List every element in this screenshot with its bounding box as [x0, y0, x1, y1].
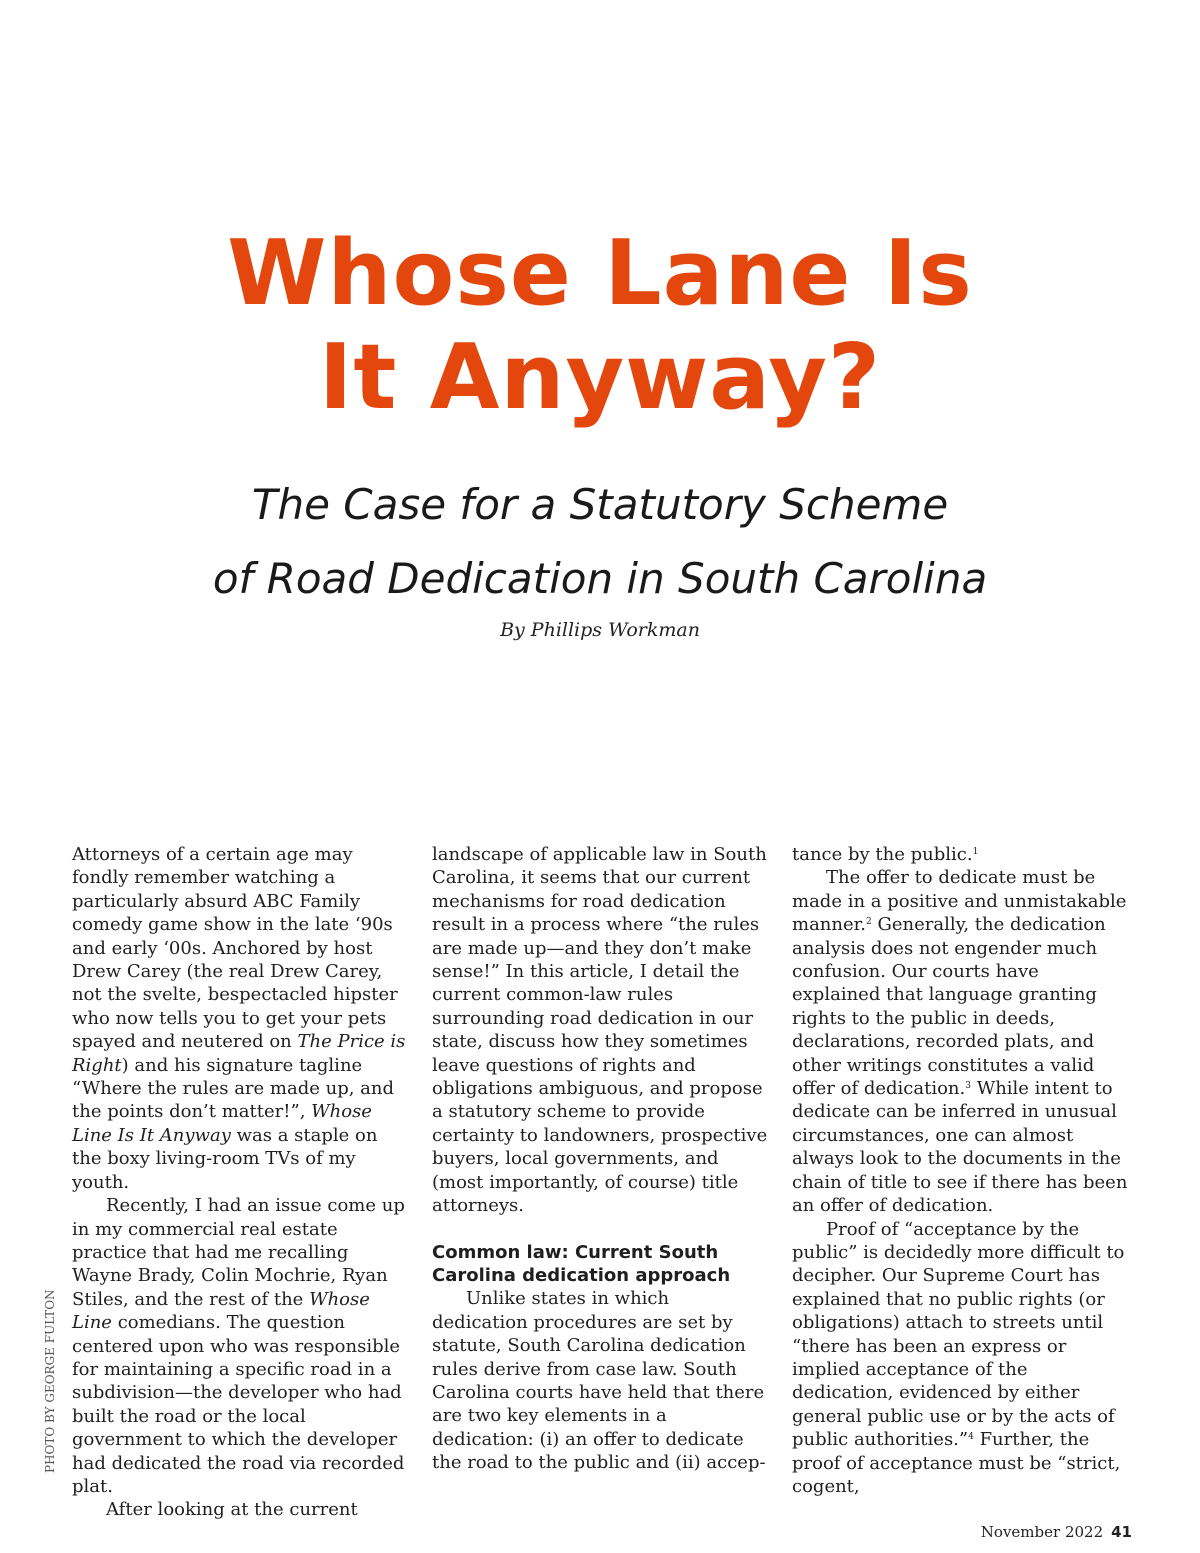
article-subtitle [0, 468, 1200, 616]
title-line-2: It Anyway? [318, 325, 882, 430]
show-title-price-is-right: The Price is Right [72, 1031, 406, 1076]
footnote-1: 1 [972, 847, 979, 857]
section-heading-common-law: Common law: Current South Carolina dedication approach [432, 1241, 731, 1286]
paragraph-current-law-start: After looking at the current [106, 1499, 358, 1521]
page-footer [981, 1523, 1132, 1541]
text-column-2 [432, 843, 768, 1475]
paragraph-issue: Recently, I had an issue come up in my commercial real estate practice that had me recalling Wayne Brady, Colin Mochrie, Ryan Stiles, and the rest of the Whose Line comedians. The question centered upon who was responsible for maintaining a specific road in a subdivision—the developer who had built the road or the local government to which the developer had dedicated the road via recorded plat. [72, 1195, 405, 1497]
paragraph-case-law-cont: tance by the public.$^1$ [792, 844, 979, 865]
byline: By Phillips Workman [500, 619, 700, 641]
paragraph-acceptance: Proof of “acceptance by the public” is decidedly more difficult to decipher. Our Supreme Court has explained that no public rights (or obligations) attach to streets until “there has been an express or implied acceptance of the dedication, evidenced by either general public use or by the acts of public authorities.”$^4$ Further, the proof of acceptance must be “strict, cogent, [792, 1218, 1125, 1497]
subtitle-line-1: The Case for a Statutory Scheme [251, 480, 949, 529]
footnote-3: 3 [965, 1081, 971, 1092]
show-title-whose-line-short: Whose Line [72, 1288, 370, 1334]
text-column-3 [792, 843, 1128, 1498]
issue-date: November 2022 [980, 1523, 1104, 1541]
paragraph-intro: Attorneys of a certain age may fondly remember watching a particularly absurd ABC Family comedy game show in the late ‘90s and early ‘00s. Anchored by host Drew Carey (the real Drew Carey, not the svelte, bespectacled hipster who now tells you to get your pets spayed and neutered on The Price is Right) and his signature tagline “Where the rules are made up, and the points don’t matter!”, Whose Line Is It Anyway was a staple on the boxy living-room TVs of my youth. [72, 844, 406, 1193]
footnote-4: 4 [968, 1432, 974, 1443]
show-title-whose-line: Whose Line Is It Anyway [72, 1101, 372, 1146]
subtitle-line-2: of Road Dedication in South Carolina [212, 554, 988, 603]
photo-credit: PHOTO BY GEORGE FULTON [43, 1289, 57, 1473]
paragraph-case-law: Unlike states in which dedication procedures are set by statute, South Carolina dedication rules derive from case law. South Carolina courts have held that there are two key elements in a dedication: (i) an offer to dedicate the road to the public and (ii) accep- [432, 1288, 766, 1474]
title-line-1: Whose Lane Is [227, 221, 973, 326]
footnote-2: 2 [866, 917, 872, 928]
page-number: 41 [1111, 1523, 1132, 1541]
paragraph-current-law-cont: landscape of applicable law in South Carolina, it seems that our current mechanisms for road dedication result in a process where “the rules are made up—and they don’t make sense!” In this article, I detail the current common-law rules surrounding road dedication in our state, discuss how they sometimes leave questions of rights and obligations ambiguous, and propose a statutory scheme to provide certainty to landowners, prospective buyers, local governments, and (most importantly, of course) title attorneys. [432, 844, 768, 1217]
article-title [0, 222, 1200, 430]
paragraph-offer: The offer to dedicate must be made in a positive and unmistakable manner.$^2$ Generally, the dedication analysis does not engender much confusion. Our courts have explained that language granting rights to the public in deeds, declarations, recorded plats, and other writings constitutes a valid offer of dedication.$^3$ While intent to dedicate can be inferred in unusual circumstances, one can almost always look to the documents in the chain of title to see if there has been an offer of dedication. [792, 867, 1128, 1217]
text-column-1 [72, 843, 408, 1522]
